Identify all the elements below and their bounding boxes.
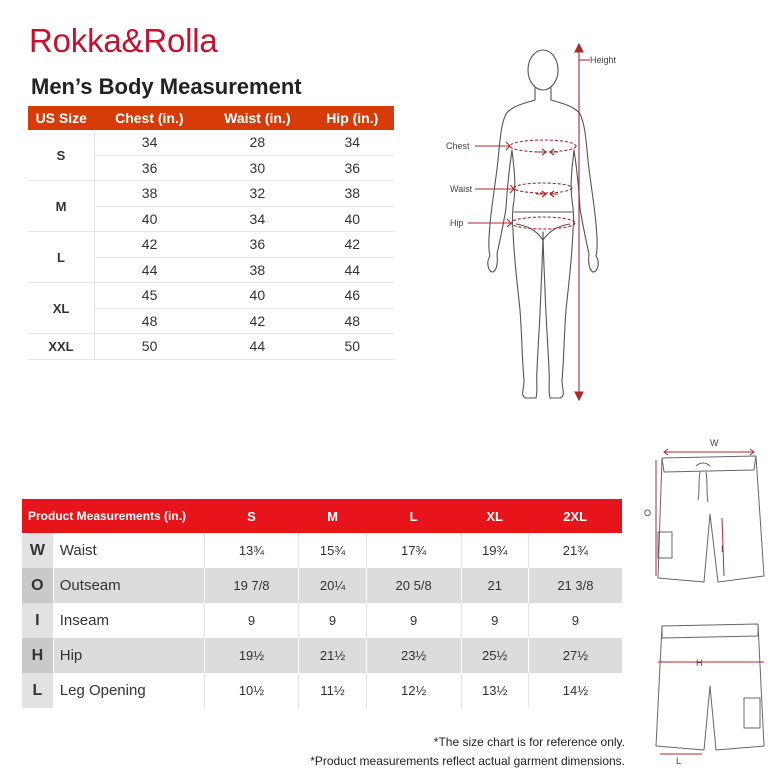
value-cell: 19½ <box>204 638 299 673</box>
chest-cell: 42 <box>95 232 205 258</box>
value-cell: 21½ <box>299 638 366 673</box>
table-row <box>28 334 394 360</box>
waist-cell: 34 <box>204 206 310 232</box>
value-cell: 25½ <box>461 638 528 673</box>
waist-label: Waist <box>450 184 473 194</box>
value-cell: 9 <box>461 603 528 638</box>
size-cell: L <box>28 232 95 283</box>
waist-cell: 40 <box>204 283 310 309</box>
hip-cell: 34 <box>310 130 394 155</box>
measure-letter: I <box>22 603 53 638</box>
value-cell: 9 <box>299 603 366 638</box>
hip-cell: 36 <box>310 155 394 181</box>
table-row <box>22 673 622 708</box>
hip-cell: 42 <box>310 232 394 258</box>
body-measurement-table <box>28 106 394 360</box>
hip-cell: 46 <box>310 283 394 309</box>
measure-name: Inseam <box>53 603 204 638</box>
hip-cell: 38 <box>310 181 394 207</box>
hip-cell: 40 <box>310 206 394 232</box>
hip-label: Hip <box>450 218 464 228</box>
value-cell: 27½ <box>528 638 622 673</box>
brand-logo: Rokka&Rolla <box>29 22 218 59</box>
chest-cell: 45 <box>95 283 205 309</box>
header-size-m: M <box>299 499 366 533</box>
hip-cell: 50 <box>310 334 394 360</box>
value-cell: 20¼ <box>299 568 366 603</box>
hip-cell: 48 <box>310 308 394 334</box>
table-header-row <box>22 499 622 533</box>
waist-cell: 38 <box>204 257 310 283</box>
header-size-2xl: 2XL <box>528 499 622 533</box>
measure-letter: H <box>22 638 53 673</box>
value-cell: 20 5/8 <box>366 568 461 603</box>
value-cell: 12½ <box>366 673 461 708</box>
value-cell: 19 7/8 <box>204 568 299 603</box>
value-cell: 15¾ <box>299 533 366 568</box>
header-chest: Chest (in.) <box>95 106 205 130</box>
chest-cell: 36 <box>95 155 205 181</box>
table-header-row <box>28 106 394 130</box>
value-cell: 14½ <box>528 673 622 708</box>
table-row <box>28 283 394 309</box>
height-label: Height <box>590 55 617 65</box>
waist-cell: 32 <box>204 181 310 207</box>
waist-cell: 30 <box>204 155 310 181</box>
body-diagram <box>440 40 640 410</box>
table-row <box>22 603 622 638</box>
o-label: O <box>644 508 652 518</box>
measure-name: Hip <box>53 638 204 673</box>
table-row <box>28 130 394 155</box>
garment-note: *Product measurements reflect actual garment dimensions. <box>310 754 625 768</box>
size-cell: XL <box>28 283 95 334</box>
waist-cell: 36 <box>204 232 310 258</box>
reference-note: *The size chart is for reference only. <box>433 735 625 749</box>
product-measurement-table <box>22 499 622 708</box>
measure-letter: O <box>22 568 53 603</box>
header-waist: Waist (in.) <box>204 106 310 130</box>
body-measurement-title: Men’s Body Measurement <box>31 74 302 99</box>
value-cell: 19¾ <box>461 533 528 568</box>
header-hip: Hip (in.) <box>310 106 394 130</box>
value-cell: 17¾ <box>366 533 461 568</box>
measure-letter: L <box>22 673 53 708</box>
header-size-xl: XL <box>461 499 528 533</box>
shorts-diagram <box>640 436 770 770</box>
value-cell: 9 <box>528 603 622 638</box>
header-size-l: L <box>366 499 461 533</box>
i-label: I <box>721 544 724 554</box>
size-cell: XXL <box>28 334 95 360</box>
value-cell: 21 <box>461 568 528 603</box>
hip-cell: 44 <box>310 257 394 283</box>
table-row <box>28 181 394 207</box>
table-row <box>28 232 394 258</box>
measure-name: Leg Opening <box>53 673 204 708</box>
measure-name: Waist <box>53 533 204 568</box>
chest-cell: 48 <box>95 308 205 334</box>
value-cell: 9 <box>366 603 461 638</box>
value-cell: 13½ <box>461 673 528 708</box>
measure-name: Outseam <box>53 568 204 603</box>
chest-cell: 44 <box>95 257 205 283</box>
w-label: W <box>710 438 719 448</box>
value-cell: 21 3/8 <box>528 568 622 603</box>
size-cell: M <box>28 181 95 232</box>
header-us-size: US Size <box>28 106 95 130</box>
h-label: H <box>696 658 703 668</box>
value-cell: 23½ <box>366 638 461 673</box>
waist-cell: 28 <box>204 130 310 155</box>
measure-letter: W <box>22 533 53 568</box>
chest-cell: 40 <box>95 206 205 232</box>
chest-cell: 34 <box>95 130 205 155</box>
waist-cell: 44 <box>204 334 310 360</box>
header-size-s: S <box>204 499 299 533</box>
chest-label: Chest <box>446 141 470 151</box>
value-cell: 11½ <box>299 673 366 708</box>
value-cell: 10½ <box>204 673 299 708</box>
chest-cell: 50 <box>95 334 205 360</box>
table-row <box>22 568 622 603</box>
value-cell: 9 <box>204 603 299 638</box>
size-cell: S <box>28 130 95 181</box>
waist-cell: 42 <box>204 308 310 334</box>
value-cell: 13¾ <box>204 533 299 568</box>
table-row <box>22 638 622 673</box>
header-product-measurements: Product Measurements (in.) <box>22 499 204 533</box>
table-row <box>22 533 622 568</box>
chest-cell: 38 <box>95 181 205 207</box>
value-cell: 21¾ <box>528 533 622 568</box>
l-label: L <box>676 756 682 766</box>
